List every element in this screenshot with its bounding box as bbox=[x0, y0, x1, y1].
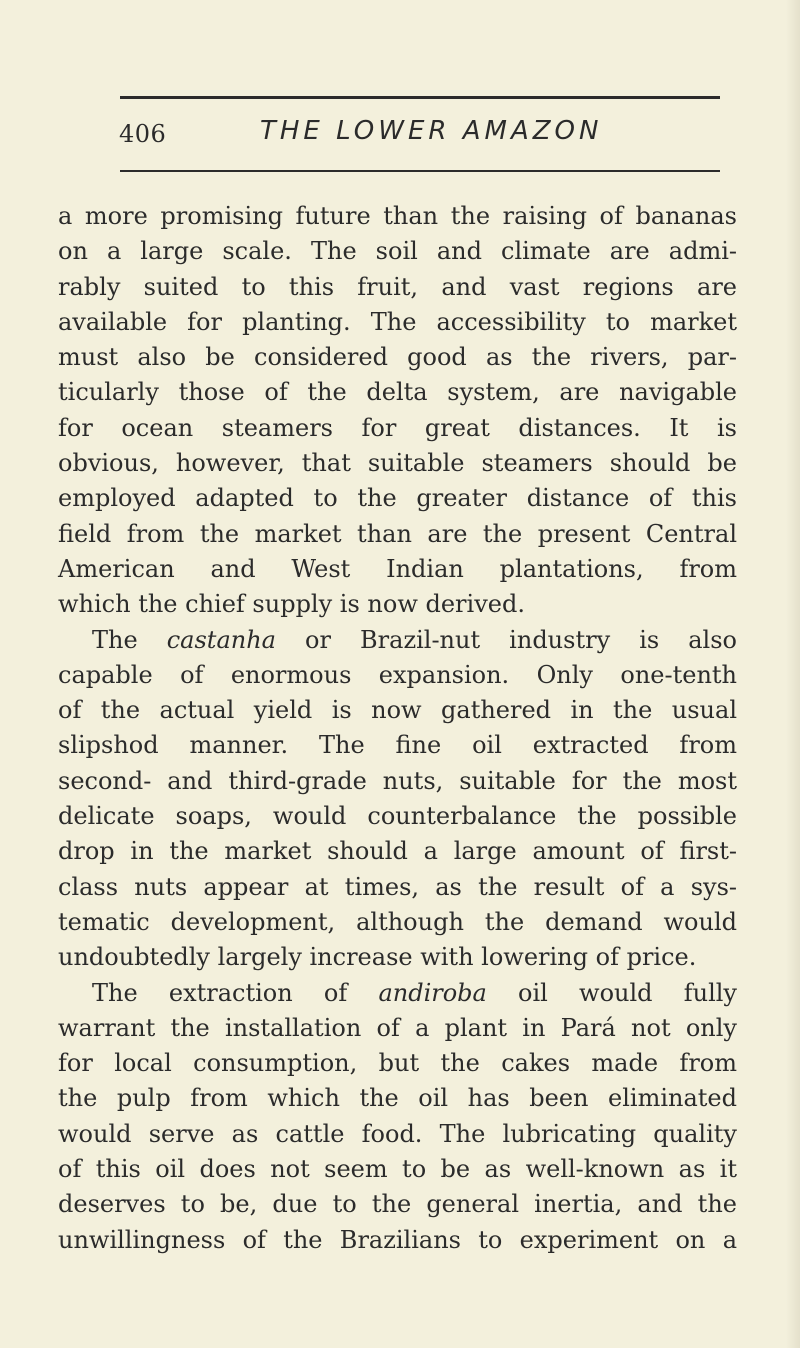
text-run: oil would fully bbox=[486, 978, 737, 1007]
text-line: on a large scale. The soil and climate are admi- bbox=[58, 237, 737, 266]
text-line: capable of enormous expansion. Only one-tenth bbox=[58, 660, 737, 689]
text-line: class nuts appear at times, as the result of a sys- bbox=[58, 872, 737, 901]
text-line: which the chief supply is now derived. bbox=[58, 590, 525, 619]
text-line: for ocean steamers for great distances. It is bbox=[58, 413, 737, 442]
italic-term: andiroba bbox=[378, 978, 487, 1007]
text-line: warrant the installation of a plant in Pará not only bbox=[58, 1013, 737, 1042]
body-text bbox=[58, 199, 737, 1258]
text-line: delicate soaps, would counterbalance the possible bbox=[58, 802, 737, 831]
text-line: second- and third-grade nuts, suitable for the most bbox=[58, 766, 737, 795]
text-line: must also be considered good as the rivers, par- bbox=[58, 343, 737, 372]
text-line: of this oil does not seem to be as well-known as it bbox=[58, 1155, 737, 1184]
page-header bbox=[119, 116, 719, 156]
running-head: THE LOWER AMAZON bbox=[260, 116, 603, 146]
paragraph-first-line bbox=[58, 623, 737, 658]
text-line: rably suited to this fruit, and vast regions are bbox=[58, 272, 737, 301]
paragraph-first-line bbox=[58, 976, 737, 1011]
text-run: The bbox=[92, 625, 167, 654]
text-run: or Brazil-nut industry is also bbox=[275, 625, 737, 654]
text-line: deserves to be, due to the general inertia, and the bbox=[58, 1190, 737, 1219]
header-rule-top bbox=[120, 96, 720, 99]
text-line: a more promising future than the raising of bananas bbox=[58, 202, 737, 230]
text-line: employed adapted to the greater distance of this bbox=[58, 484, 737, 513]
text-line: tematic development, although the demand would bbox=[58, 907, 737, 936]
text-line: of the actual yield is now gathered in the usual bbox=[58, 696, 737, 725]
text-line: available for planting. The accessibility to market bbox=[58, 307, 737, 336]
text-line: slipshod manner. The fine oil extracted from bbox=[58, 731, 737, 760]
text-line: the pulp from which the oil has been eliminated bbox=[58, 1084, 737, 1113]
page-number: 406 bbox=[119, 120, 167, 148]
text-line: obvious, however, that suitable steamers should be bbox=[58, 449, 737, 478]
text-line: ticularly those of the delta system, are navigable bbox=[58, 378, 737, 407]
text-line: field from the market than are the present Central bbox=[58, 519, 737, 548]
text-line: drop in the market should a large amount of first- bbox=[58, 837, 737, 866]
text-line: undoubtedly largely increase with lowering of price. bbox=[58, 943, 697, 972]
text-line: would serve as cattle food. The lubricating quality bbox=[58, 1119, 737, 1148]
text-line: for local consumption, but the cakes made from bbox=[58, 1049, 737, 1078]
header-rule-bottom bbox=[120, 170, 720, 172]
text-run: The extraction of bbox=[92, 978, 379, 1007]
page-edge-shadow bbox=[786, 0, 800, 1348]
text-line: unwillingness of the Brazilians to experiment on a bbox=[58, 1225, 737, 1254]
italic-term: castanha bbox=[166, 625, 276, 654]
text-line: American and West Indian plantations, from bbox=[58, 554, 737, 583]
